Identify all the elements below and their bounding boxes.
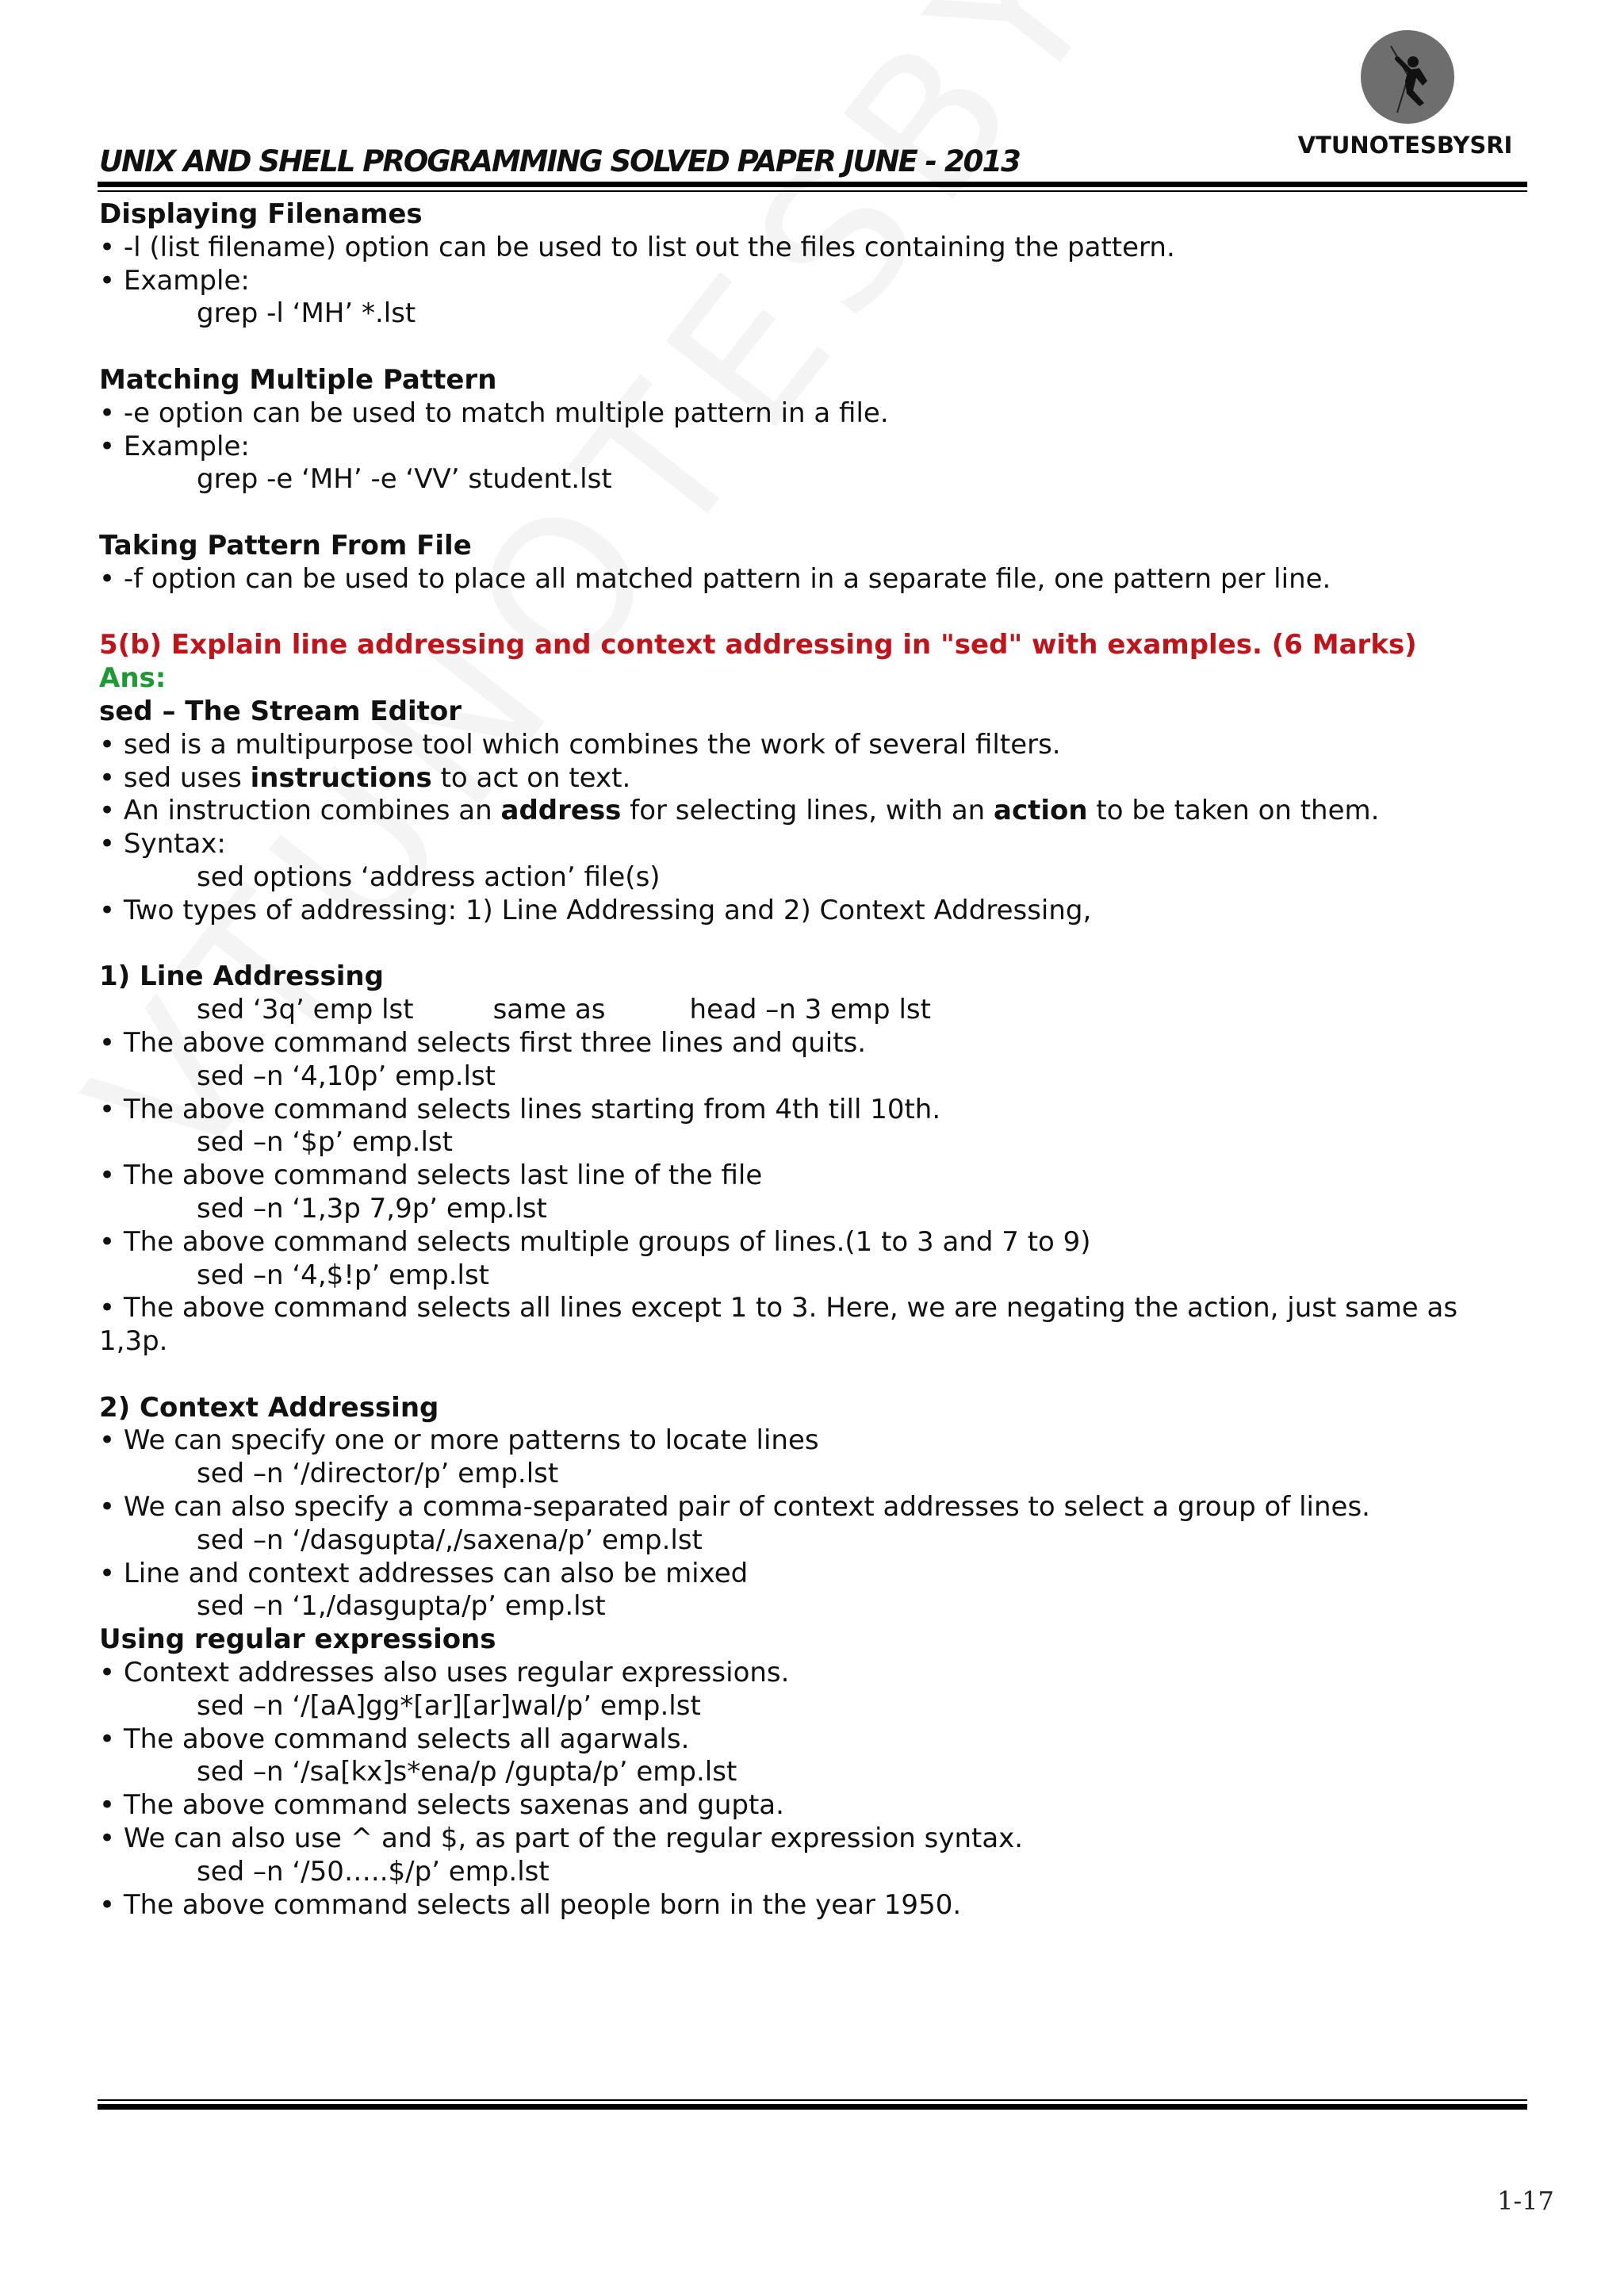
code-line bbox=[99, 994, 1526, 1027]
bullet-line: • Syntax: bbox=[99, 828, 226, 861]
code-line: sed –n ‘/50…..$/p’ emp.lst bbox=[197, 1855, 550, 1888]
text-run: for selecting lines, with an bbox=[621, 795, 994, 827]
page-number: 1-17 bbox=[1497, 2186, 1554, 2216]
section-heading: 2) Context Addressing bbox=[99, 1391, 439, 1424]
bullet-line: • The above command selects multiple groups of lines.(1 to 3 and 7 to 9) bbox=[99, 1225, 1091, 1258]
bullet-line: • The above command selects all people born in the year 1950. bbox=[99, 1888, 962, 1921]
text-run: • An instruction combines an bbox=[99, 795, 501, 827]
text-run: sed ‘3q’ emp lst bbox=[197, 994, 414, 1026]
text-run: to act on text. bbox=[431, 761, 631, 794]
bullet-line: • -e option can be used to match multiple pattern in a file. bbox=[99, 397, 889, 429]
bullet-line: • -l (list filename) option can be used to list out the files containing the pattern. bbox=[99, 231, 1175, 263]
code-line: grep -e ‘MH’ -e ‘VV’ student.lst bbox=[197, 463, 612, 496]
bullet-line: • We can also use ^ and $, as part of the regular expression syntax. bbox=[99, 1823, 1024, 1855]
bullet-line: • The above command selects all agarwals. bbox=[99, 1723, 690, 1755]
bullet-line bbox=[99, 762, 1526, 795]
header-divider-thin bbox=[98, 190, 1527, 192]
code-line: sed –n ‘/director/p’ emp.lst bbox=[197, 1458, 559, 1490]
bullet-line: • We can also specify a comma-separated pair of context addresses to select a group of lines. bbox=[99, 1491, 1370, 1524]
text-run: head –n 3 emp lst bbox=[689, 994, 931, 1026]
bullet-line: • The above command selects first three lines and quits. bbox=[99, 1026, 867, 1059]
code-line: sed –n ‘/sa[kx]s*ena/p /gupta/p’ emp.lst bbox=[197, 1756, 737, 1788]
climber-logo-icon bbox=[1361, 30, 1454, 124]
footer-divider bbox=[98, 2104, 1527, 2110]
bullet-line: • -f option can be used to place all matched pattern in a separate file, one pattern per line. bbox=[99, 562, 1331, 595]
code-line: sed –n ‘4,10p’ emp.lst bbox=[197, 1060, 496, 1092]
bullet-line: • We can specify one or more patterns to locate lines bbox=[99, 1424, 819, 1457]
question-heading: 5(b) Explain line addressing and context addressing in "sed" with examples. (6 Marks) bbox=[99, 629, 1417, 661]
code-line: sed –n ‘4,$!p’ emp.lst bbox=[197, 1259, 490, 1291]
code-line: sed options ‘address action’ file(s) bbox=[197, 861, 661, 893]
bullet-line: • Example: bbox=[99, 264, 250, 297]
section-heading: Matching Multiple Pattern bbox=[99, 363, 497, 396]
header-divider bbox=[98, 182, 1527, 187]
code-line: sed –n ‘/[aA]gg*[ar][ar]wal/p’ emp.lst bbox=[197, 1689, 701, 1722]
bullet-line: • The above command selects saxenas and gupta. bbox=[99, 1789, 784, 1822]
bullet-line: • sed is a multipurpose tool which combines the work of several filters. bbox=[99, 728, 1061, 761]
bullet-line: • Two types of addressing: 1) Line Addressing and 2) Context Addressing, bbox=[99, 894, 1092, 926]
text-run-bold: instructions bbox=[250, 761, 432, 794]
text-run: • sed uses bbox=[99, 761, 251, 794]
code-line: sed –n ‘$p’ emp.lst bbox=[197, 1126, 453, 1159]
bullet-line: • The above command selects last line of the file bbox=[99, 1159, 763, 1192]
bullet-line: • Example: bbox=[99, 430, 250, 462]
section-heading: Displaying Filenames bbox=[99, 198, 423, 230]
code-line: grep -l ‘MH’ *.lst bbox=[197, 297, 416, 330]
bullet-line: • The above command selects lines starting from 4th till 10th. bbox=[99, 1093, 941, 1125]
text-run-bold: action bbox=[994, 795, 1088, 827]
bullet-line: • Line and context addresses can also be mixed bbox=[99, 1557, 749, 1589]
document-body bbox=[99, 198, 1526, 1922]
text-run-bold: address bbox=[500, 795, 622, 827]
bullet-line bbox=[99, 795, 1526, 828]
bullet-line: • The above command selects all lines except 1 to 3. Here, we are negating the action, just same as bbox=[99, 1292, 1458, 1324]
section-heading: Using regular expressions bbox=[99, 1623, 496, 1656]
logo-text: VTUNOTESBYSRI bbox=[1297, 132, 1513, 159]
footer-divider-thin bbox=[98, 2099, 1527, 2101]
section-heading: Taking Pattern From File bbox=[99, 529, 472, 562]
section-heading: sed – The Stream Editor bbox=[99, 695, 462, 727]
answer-label: Ans: bbox=[99, 662, 167, 695]
text-run: to be taken on them. bbox=[1087, 795, 1380, 827]
code-line: sed –n ‘/dasgupta/,/saxena/p’ emp.lst bbox=[197, 1524, 703, 1556]
bullet-line-continuation: 1,3p. bbox=[99, 1325, 168, 1358]
bullet-line: • Context addresses also uses regular expressions. bbox=[99, 1657, 790, 1689]
section-heading: 1) Line Addressing bbox=[99, 960, 384, 993]
code-line: sed –n ‘1,/dasgupta/p’ emp.lst bbox=[197, 1590, 606, 1623]
logo bbox=[1286, 30, 1524, 165]
page-title: UNIX AND SHELL PROGRAMMING SOLVED PAPER JUNE - 2013 bbox=[99, 144, 1020, 178]
text-run: same as bbox=[492, 994, 606, 1026]
code-line: sed –n ‘1,3p 7,9p’ emp.lst bbox=[197, 1192, 547, 1225]
